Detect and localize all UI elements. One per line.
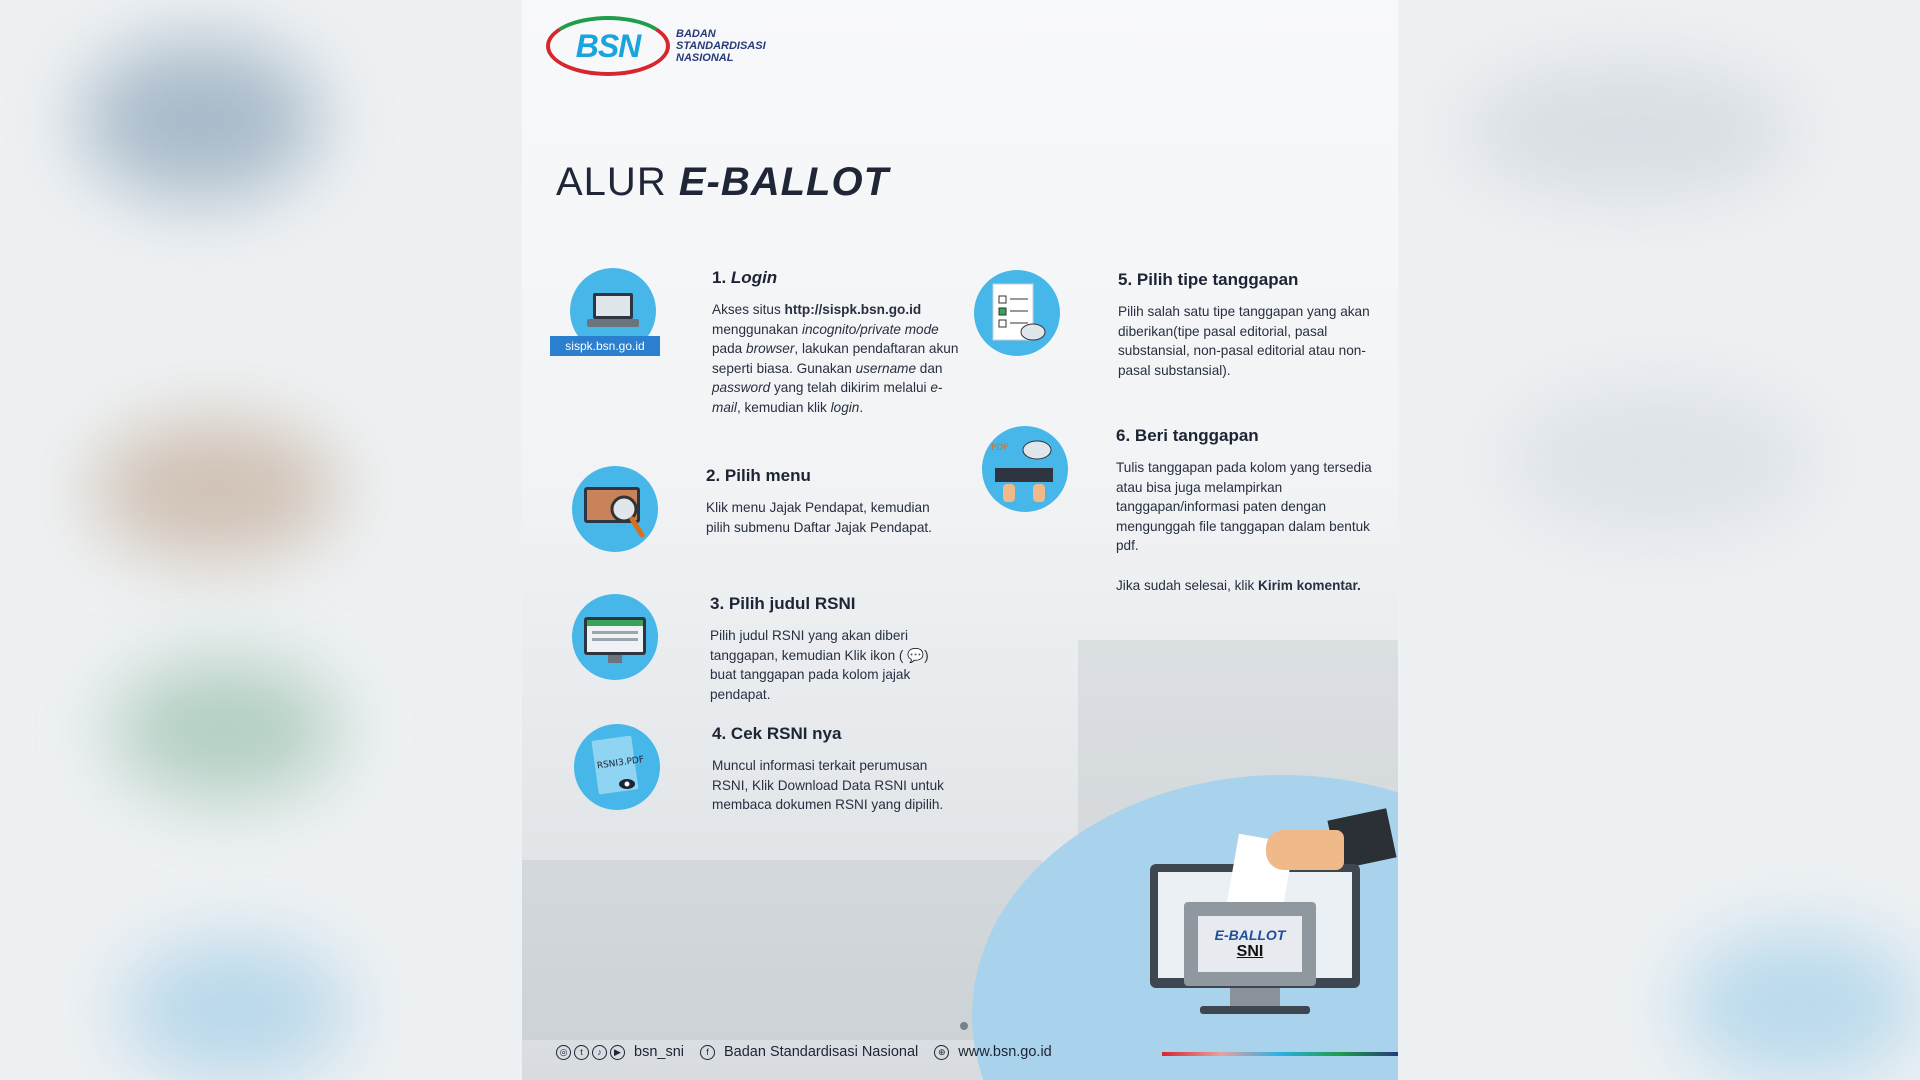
globe-icon: ⊕ — [934, 1045, 949, 1060]
step-description: Akses situs http://sispk.bsn.go.id menggunakan incognito/private mode pada browser, lakukan pendaftaran akun seperti biasa. Gunakan username dan password yang telah dikirim melalui e-mail, kemudian klik login. — [712, 302, 959, 415]
infographic-poster — [522, 0, 1398, 1080]
carousel-dot-active[interactable] — [960, 1022, 968, 1030]
youtube-icon: ▶ — [610, 1045, 625, 1060]
ballot-label: E-BALLOT — [1214, 927, 1286, 943]
step-heading: 4. Cek RSNI nya — [712, 724, 842, 743]
step-heading: 3. Pilih judul RSNI — [710, 594, 856, 613]
pdf-document-icon — [574, 724, 660, 810]
carousel-dots — [946, 1022, 968, 1030]
sni-mark: SNI — [1236, 943, 1264, 960]
brand-stripe — [1162, 1052, 1398, 1056]
step-description: Klik menu Jajak Pendapat, kemudian pilih submenu Daftar Jajak Pendapat. — [706, 500, 932, 535]
twitter-icon: t — [574, 1045, 589, 1060]
step-heading: 6. Beri tanggapan — [1116, 426, 1259, 445]
social-handle-text: bsn_sni — [634, 1044, 684, 1060]
step-description: Muncul informasi terkait perumusan RSNI, Klik Download Data RSNI untuk membaca dokumen RSNI yang dipilih. — [712, 758, 944, 812]
step-description: Pilih judul RSNI yang akan diberi tanggapan, kemudian Klik ikon ( 💬) buat tanggapan pada kolom jajak pendapat. — [710, 628, 929, 702]
facebook-text: Badan Standardisasi Nasional — [723, 1044, 919, 1060]
page-title: ALUR E-BALLOT — [556, 160, 890, 204]
step-note: Jika sudah selesai, klik Kirim komentar. — [1116, 577, 1361, 593]
ballot-box — [1184, 902, 1316, 986]
step-description: Tulis tanggapan pada kolom yang tersedia atau bisa juga melampirkan tanggapan/informasi paten dengan mengunggah file tanggapan dalam bentuk pdf. — [1116, 460, 1372, 553]
social-handles — [556, 1044, 684, 1060]
bsn-logo-text: BADAN STANDARDISASI NASIONAL — [676, 28, 766, 64]
bsn-logo-mark: BSN — [546, 16, 670, 76]
carousel-dot[interactable] — [946, 1022, 954, 1030]
tiktok-icon: ♪ — [592, 1045, 607, 1060]
step-description: Pilih salah satu tipe tanggapan yang akan diberikan(tipe pasal editorial, pasal substansial, non-pasal editorial atau non-pasal substansial). — [1118, 304, 1370, 378]
svg-text:RSNI3.PDF: RSNI3.PDF — [596, 754, 645, 772]
website-link — [934, 1044, 1052, 1060]
website-text: www.bsn.go.id — [958, 1044, 1052, 1060]
facebook-link — [700, 1044, 918, 1060]
hand-shape — [1266, 830, 1344, 870]
bsn-logo — [546, 16, 766, 76]
instagram-icon: ◎ — [556, 1045, 571, 1060]
footer — [556, 1044, 1068, 1060]
login-icon-caption: sispk.bsn.go.id — [550, 336, 660, 356]
checklist-icon — [974, 270, 1060, 356]
facebook-icon: f — [700, 1045, 715, 1060]
keyboard-chat-icon — [982, 426, 1068, 512]
step-heading: 1. Login — [712, 268, 778, 287]
ballot-box-illustration — [1140, 828, 1370, 1028]
monitor-table-icon — [572, 594, 658, 680]
monitor-magnifier-icon — [572, 466, 658, 552]
step-heading: 2. Pilih menu — [706, 466, 811, 485]
step-heading: 5. Pilih tipe tanggapan — [1118, 270, 1299, 289]
svg-text:PDF: PDF — [991, 443, 1009, 453]
comment-icon: 💬 — [907, 647, 925, 663]
